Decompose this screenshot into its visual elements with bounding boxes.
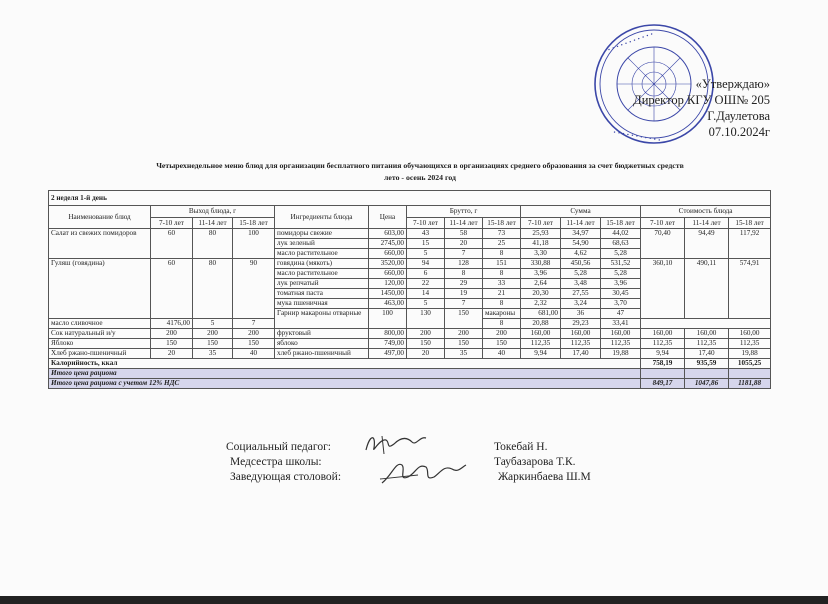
header-sum: Сумма — [521, 206, 641, 218]
ingredient-price: 603,00 — [369, 229, 407, 239]
ingredient-name: помидоры свежие — [275, 229, 369, 239]
header-age1: 7-10 лет — [151, 217, 193, 229]
brutto-7-10: 6 — [407, 269, 445, 279]
cost-15-18: 574,91 — [729, 259, 771, 319]
total-row — [49, 369, 771, 379]
cost-11-14: 94,49 — [685, 229, 729, 259]
menu-title — [140, 160, 700, 184]
menu-table — [48, 190, 771, 389]
dish-name: Сок натуральный и/у — [49, 329, 151, 339]
sum-11-14: 17,40 — [561, 349, 601, 359]
dish-name: Гуляш (говядина) — [49, 259, 151, 319]
sum-15-18: 3,96 — [601, 279, 641, 289]
approval-block — [633, 76, 770, 140]
brutto-11-14: 7 — [233, 319, 275, 329]
ingredient-name: масло растительное — [275, 249, 369, 259]
output-15-18: 150 — [233, 339, 275, 349]
calories-label: Калорийность, ккал — [49, 359, 641, 369]
cost-7-10: 112,35 — [641, 339, 685, 349]
sum-15-18: 5,28 — [601, 249, 641, 259]
header-cost: Стоимость блюда — [641, 206, 771, 218]
header-output: Выход блюда, г — [151, 206, 275, 218]
output-7-10: 60 — [151, 229, 193, 259]
handwritten-signature-2 — [378, 455, 468, 489]
table-row — [49, 259, 771, 269]
sum-15-18: 531,52 — [601, 259, 641, 269]
approval-line-2: Директор КГУ ОШ№ 205 — [633, 93, 770, 107]
brutto-15-18: 33 — [483, 279, 521, 289]
calories-row — [49, 359, 771, 369]
svg-text:• • • • • • • • • • •: • • • • • • • • • • • — [612, 129, 662, 144]
signature-role-3: Заведующая столовой: — [230, 471, 342, 483]
header-age3: 15-18 лет — [483, 217, 521, 229]
sum-15-18: 19,88 — [601, 349, 641, 359]
cost-15-18: 117,92 — [729, 229, 771, 259]
output-11-14: 200 — [193, 329, 233, 339]
brutto-15-18: 8 — [483, 299, 521, 309]
total-vat-15-18: 1181,88 — [729, 379, 771, 389]
header-age1: 7-10 лет — [521, 217, 561, 229]
total-vat-row — [49, 379, 771, 389]
ingredient-price: 4176,00 — [151, 319, 193, 329]
approval-line-3: Г.Даулетова — [707, 109, 770, 123]
brutto-7-10: 15 — [407, 239, 445, 249]
cost-15-18: 112,35 — [729, 339, 771, 349]
ingredient-name: яблоко — [275, 339, 369, 349]
sum-7-10: 2,32 — [521, 299, 561, 309]
sum-15-18: 112,35 — [601, 339, 641, 349]
output-7-10: 20 — [151, 349, 193, 359]
cost-15-18: 19,88 — [729, 349, 771, 359]
header-age2: 11-14 лет — [445, 217, 483, 229]
brutto-11-14: 7 — [445, 249, 483, 259]
brutto-7-10: 20 — [407, 349, 445, 359]
sum-7-10: 25,93 — [521, 229, 561, 239]
brutto-11-14: 19 — [445, 289, 483, 299]
sum-11-14: 3,48 — [561, 279, 601, 289]
sum-11-14: 27,55 — [561, 289, 601, 299]
sum-7-10: 330,88 — [521, 259, 561, 269]
signature-name-2: Таубазарова Т.К. — [494, 456, 576, 468]
brutto-11-14: 20 — [445, 239, 483, 249]
brutto-7-10: 5 — [407, 249, 445, 259]
header-age3: 15-18 лет — [233, 217, 275, 229]
ingredient-price: 660,00 — [369, 249, 407, 259]
sum-7-10: 2,64 — [521, 279, 561, 289]
cost-7-10: 360,10 — [641, 259, 685, 319]
ingredient-price: 800,00 — [369, 329, 407, 339]
ingredient-price: 749,00 — [369, 339, 407, 349]
ingredient-name: мука пшеничная — [275, 299, 369, 309]
header-row — [49, 206, 771, 218]
sum-15-18: 5,28 — [601, 269, 641, 279]
ingredient-name: лук репчатый — [275, 279, 369, 289]
header-age3: 15-18 лет — [729, 217, 771, 229]
output-11-14: 80 — [193, 259, 233, 319]
header-price: Цена — [369, 206, 407, 229]
brutto-11-14: 200 — [445, 329, 483, 339]
output-7-10: 100 — [369, 309, 407, 329]
sum-7-10: 3,30 — [521, 249, 561, 259]
sum-7-10: 20,30 — [521, 289, 561, 299]
brutto-7-10: 150 — [407, 339, 445, 349]
ingredient-name: хлеб ржано-пшеничный — [275, 349, 369, 359]
sum-15-18: 3,70 — [601, 299, 641, 309]
handwritten-signature-1 — [360, 430, 430, 458]
total-vat-7-10: 849,17 — [641, 379, 685, 389]
signature-name-3: Жаркинбаева Ш.М — [498, 471, 591, 483]
dish-name: Салат из свежих помидоров — [49, 229, 151, 259]
header-brutto: Брутто, г — [407, 206, 521, 218]
brutto-7-10: 5 — [407, 299, 445, 309]
ingredient-name: фруктовый — [275, 329, 369, 339]
cost-7-10: 9,94 — [641, 349, 685, 359]
header-age1: 7-10 лет — [641, 217, 685, 229]
ingredient-price: 2745,00 — [369, 239, 407, 249]
total-15-18 — [729, 369, 771, 379]
brutto-7-10: 5 — [193, 319, 233, 329]
header-age2: 11-14 лет — [561, 217, 601, 229]
cost-11-14: 490,11 — [685, 259, 729, 319]
brutto-15-18: 21 — [483, 289, 521, 299]
menu-title-line-2: лето - осень 2024 год — [384, 173, 456, 182]
brutto-11-14: 8 — [445, 269, 483, 279]
output-11-14: 150 — [193, 339, 233, 349]
brutto-11-14: 7 — [445, 299, 483, 309]
ingredient-name: говядина (мякоть) — [275, 259, 369, 269]
header-age2: 11-14 лет — [193, 217, 233, 229]
output-11-14: 35 — [193, 349, 233, 359]
cost-11-14: 160,00 — [685, 329, 729, 339]
sum-7-10: 41,18 — [521, 239, 561, 249]
header-dish: Наименование блюд — [49, 206, 151, 229]
calories-7-10: 758,19 — [641, 359, 685, 369]
approval-date: 07.10.2024г — [708, 125, 770, 139]
signature-role-1: Социальный педагог: — [226, 441, 331, 453]
header-age3: 15-18 лет — [601, 217, 641, 229]
age-header-row — [49, 217, 771, 229]
calories-15-18: 1055,25 — [729, 359, 771, 369]
brutto-11-14: 47 — [601, 309, 641, 319]
sum-11-14: 160,00 — [561, 329, 601, 339]
ingredient-name: томатная паста — [275, 289, 369, 299]
cost-15-18: 160,00 — [729, 329, 771, 339]
output-7-10: 60 — [151, 259, 193, 319]
output-15-18: 90 — [233, 259, 275, 319]
brutto-15-18: 151 — [483, 259, 521, 269]
week-day-row — [49, 191, 771, 206]
ingredient-price: 681,00 — [521, 309, 561, 319]
sum-11-14: 54,90 — [561, 239, 601, 249]
output-15-18: 150 — [445, 309, 483, 329]
cost-7-10: 160,00 — [641, 329, 685, 339]
sum-11-14: 34,97 — [561, 229, 601, 239]
week-day-label: 2 неделя 1-й день — [49, 191, 771, 206]
header-ingredients: Ингредиенты блюда — [275, 206, 369, 229]
output-15-18: 200 — [233, 329, 275, 339]
sum-15-18: 30,45 — [601, 289, 641, 299]
brutto-7-10: 22 — [407, 279, 445, 289]
ingredient-price: 463,00 — [369, 299, 407, 309]
signature-name-1: Токебай Н. — [494, 441, 548, 453]
table-row — [49, 339, 771, 349]
output-15-18: 40 — [233, 349, 275, 359]
sum-7-10: 20,88 — [521, 319, 561, 329]
sum-11-14: 3,24 — [561, 299, 601, 309]
sum-15-18: 160,00 — [601, 329, 641, 339]
ingredient-price: 120,00 — [369, 279, 407, 289]
table-row — [49, 349, 771, 359]
table-row — [49, 229, 771, 239]
sum-15-18: 68,63 — [601, 239, 641, 249]
output-11-14: 80 — [193, 229, 233, 259]
brutto-7-10: 94 — [407, 259, 445, 269]
output-11-14: 130 — [407, 309, 445, 329]
header-age2: 11-14 лет — [685, 217, 729, 229]
sum-15-18: 33,41 — [601, 319, 641, 329]
brutto-15-18: 150 — [483, 339, 521, 349]
header-age1: 7-10 лет — [407, 217, 445, 229]
brutto-7-10: 43 — [407, 229, 445, 239]
output-15-18: 100 — [233, 229, 275, 259]
sum-11-14: 5,28 — [561, 269, 601, 279]
output-7-10: 150 — [151, 339, 193, 349]
total-vat-11-14: 1047,86 — [685, 379, 729, 389]
brutto-15-18: 40 — [483, 349, 521, 359]
menu-title-line-1: Четырехнедельное меню блюд для организации бесплатного питания обучающихся в организациях среднего образования за счет бюджетных средств — [156, 161, 684, 170]
dish-name: Яблоко — [49, 339, 151, 349]
sum-7-10: 9,94 — [521, 349, 561, 359]
svg-text:• • • • • • • • • • •: • • • • • • • • • • • — [606, 31, 655, 54]
sum-7-10: 112,35 — [521, 339, 561, 349]
dish-name: Гарнир макароны отварные — [275, 309, 369, 329]
brutto-15-18: 8 — [483, 249, 521, 259]
brutto-11-14: 35 — [445, 349, 483, 359]
brutto-7-10: 36 — [561, 309, 601, 319]
sum-7-10: 3,96 — [521, 269, 561, 279]
ingredient-name: лук зеленый — [275, 239, 369, 249]
calories-11-14: 935,59 — [685, 359, 729, 369]
ingredient-name: масло сливочное — [49, 319, 151, 329]
brutto-7-10: 200 — [407, 329, 445, 339]
ingredient-price: 497,00 — [369, 349, 407, 359]
ingredient-price: 660,00 — [369, 269, 407, 279]
bottom-edge — [0, 596, 828, 604]
total-vat-label: Итого цена рациона с учетом 12% НДС — [49, 379, 641, 389]
approval-line-1: «Утверждаю» — [695, 77, 770, 91]
cost-11-14: 112,35 — [685, 339, 729, 349]
table-row — [49, 329, 771, 339]
sum-11-14: 112,35 — [561, 339, 601, 349]
brutto-11-14: 29 — [445, 279, 483, 289]
total-11-14 — [685, 369, 729, 379]
brutto-11-14: 128 — [445, 259, 483, 269]
sum-15-18: 44,02 — [601, 229, 641, 239]
brutto-15-18: 8 — [483, 269, 521, 279]
ingredient-name: масло растительное — [275, 269, 369, 279]
brutto-15-18: 73 — [483, 229, 521, 239]
sum-11-14: 29,23 — [561, 319, 601, 329]
sum-11-14: 450,56 — [561, 259, 601, 269]
output-7-10: 200 — [151, 329, 193, 339]
ingredient-price: 1450,00 — [369, 289, 407, 299]
brutto-11-14: 150 — [445, 339, 483, 349]
cost-11-14: 17,40 — [685, 349, 729, 359]
signature-role-2: Медсестра школы: — [230, 456, 322, 468]
ingredient-name: макароны — [483, 309, 521, 319]
cost-7-10: 70,40 — [641, 229, 685, 259]
sum-11-14: 4,62 — [561, 249, 601, 259]
brutto-11-14: 58 — [445, 229, 483, 239]
total-7-10 — [641, 369, 685, 379]
brutto-7-10: 14 — [407, 289, 445, 299]
sum-7-10: 160,00 — [521, 329, 561, 339]
brutto-15-18: 8 — [483, 319, 521, 329]
dish-name: Хлеб ржано-пшеничный — [49, 349, 151, 359]
brutto-15-18: 25 — [483, 239, 521, 249]
total-label: Итого цена рациона — [49, 369, 641, 379]
brutto-15-18: 200 — [483, 329, 521, 339]
ingredient-price: 3520,00 — [369, 259, 407, 269]
